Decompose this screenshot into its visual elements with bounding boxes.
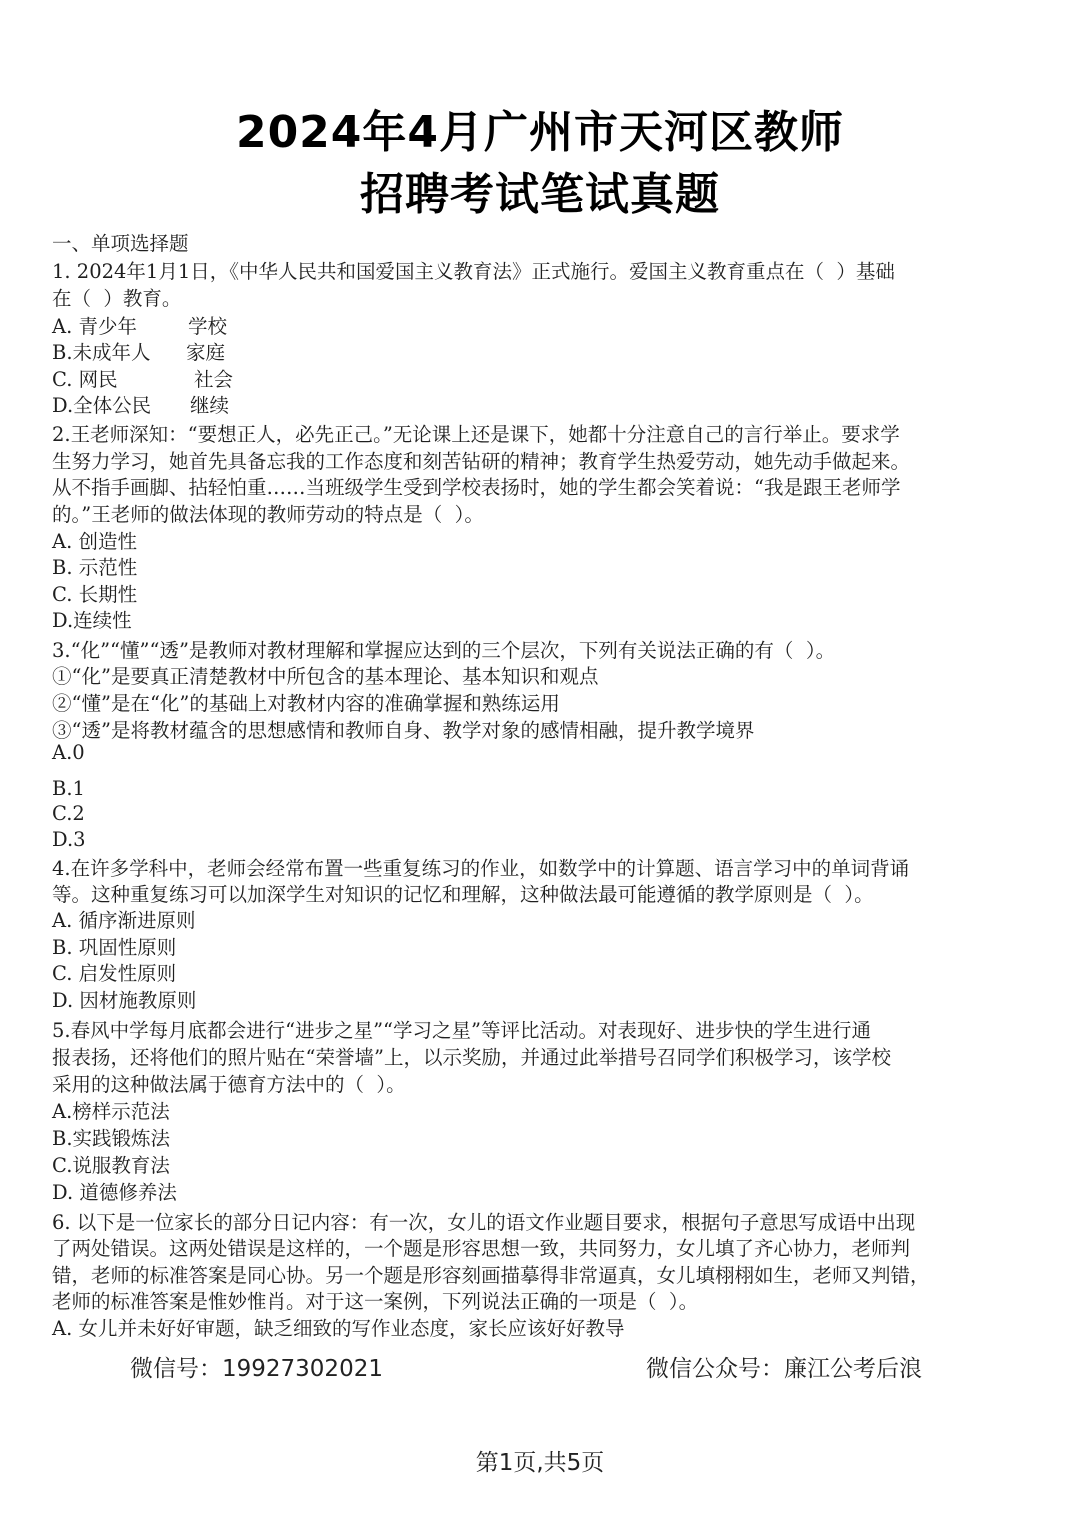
q2-stem-line: 生努力学习，她首先具备忘我的工作态度和刻苦钻研的精神；教育学生热爱劳动，她先动手做起来。 bbox=[52, 450, 911, 473]
q3-option-c: C.2 bbox=[52, 802, 85, 825]
option-label: A. 青少年 bbox=[52, 315, 137, 338]
q5-option-d: D. 道德修养法 bbox=[52, 1181, 177, 1204]
q2-stem-line: 从不指手画脚、拈轻怕重……当班级学生受到学校表扬时，她的学生都会笑着说：“我是跟王老师学 bbox=[52, 476, 901, 499]
q4-option-d: D. 因材施教原则 bbox=[52, 989, 197, 1012]
official-account: 微信公众号：廉江公考后浪 bbox=[646, 1356, 922, 1382]
page-number: 第1页,共5页 bbox=[475, 1450, 605, 1476]
q6-stem-line: 6. 以下是一位家长的部分日记内容：有一次，女儿的语文作业题目要求，根据句子意思写成语中出现 bbox=[52, 1211, 916, 1234]
q3-statement: ①“化”是要真正清楚教材中所包含的基本理论、基本知识和观点 bbox=[52, 665, 599, 688]
q5-stem-line: 报表扬，还将他们的照片贴在“荣誉墙”上，以示奖励，并通过此举措号召同学们积极学习，该学校 bbox=[52, 1046, 891, 1069]
q2-option-c: C. 长期性 bbox=[52, 583, 138, 606]
q2-stem-line: 2.王老师深知：“要想正人，必先正己。”无论课上还是课下，她都十分注意自己的言行举止。要求学 bbox=[52, 423, 900, 446]
q1-option-b bbox=[52, 337, 226, 365]
q5-option-c: C.说服教育法 bbox=[52, 1154, 170, 1177]
q1-stem-line: 在（ ）教育。 bbox=[52, 287, 182, 310]
q4-option-b: B. 巩固性原则 bbox=[52, 936, 177, 959]
document-title-line-1: 2024年4月广州市天河区教师 bbox=[235, 107, 845, 158]
q5-option-a: A.榜样示范法 bbox=[52, 1100, 170, 1123]
document-title-line-2: 招聘考试笔试真题 bbox=[360, 169, 720, 220]
q3-option-d: D.3 bbox=[52, 828, 86, 851]
q2-option-d: D.连续性 bbox=[52, 609, 132, 632]
option-label: D.全体公民 bbox=[52, 394, 152, 417]
q1-option-d bbox=[52, 390, 230, 418]
q6-stem-line: 错，老师的标准答案是同心协。另一个题是形容刻画描摹得非常逼真，女儿填栩栩如生，老师又判错， bbox=[52, 1264, 930, 1287]
option-value: 学校 bbox=[188, 315, 228, 338]
option-value: 家庭 bbox=[186, 341, 226, 364]
q2-stem-line: 的。”王老师的做法体现的教师劳动的特点是（ ）。 bbox=[52, 503, 484, 526]
q6-option-a: A. 女儿并未好好审题，缺乏细致的写作业态度，家长应该好好教导 bbox=[52, 1317, 625, 1340]
q2-option-a: A. 创造性 bbox=[52, 530, 137, 553]
q1-stem-line: 1. 2024年1月1日，《中华人民共和国爱国主义教育法》正式施行。爱国主义教育重点在（ ）基础 bbox=[52, 260, 895, 283]
option-value: 社会 bbox=[194, 368, 234, 391]
q5-stem-line: 5.春风中学每月底都会进行“进步之星”“学习之星”等评比活动。对表现好、进步快的学生进行通 bbox=[52, 1019, 871, 1042]
section-heading: 一、单项选择题 bbox=[52, 232, 189, 255]
q3-option-a: A.0 bbox=[52, 741, 85, 764]
q6-stem-line: 了两处错误。这两处错误是这样的，一个题是形容思想一致，共同努力，女儿填了齐心协力，老师判 bbox=[52, 1237, 911, 1260]
q1-option-c bbox=[52, 364, 234, 392]
wechat-id: 微信号：19927302021 bbox=[130, 1356, 383, 1382]
q4-stem-line: 4.在许多学科中，老师会经常布置一些重复练习的作业，如数学中的计算题、语言学习中的单词背诵 bbox=[52, 857, 910, 880]
q4-stem-line: 等。这种重复练习可以加深学生对知识的记忆和理解，这种做法最可能遵循的教学原则是（ ）。 bbox=[52, 883, 874, 906]
option-label: B.未成年人 bbox=[52, 341, 151, 364]
q4-option-a: A. 循序渐进原则 bbox=[52, 909, 196, 932]
q3-option-b: B.1 bbox=[52, 777, 85, 800]
q5-option-b: B.实践锻炼法 bbox=[52, 1127, 171, 1150]
q6-stem-line: 老师的标准答案是惟妙惟肖。对于这一案例，下列说法正确的一项是（ ）。 bbox=[52, 1290, 699, 1313]
option-value: 继续 bbox=[190, 394, 230, 417]
q3-statement: ③“透”是将教材蕴含的思想感情和教师自身、教学对象的感情相融，提升教学境界 bbox=[52, 719, 755, 742]
q1-option-a bbox=[52, 311, 228, 339]
q2-option-b: B. 示范性 bbox=[52, 556, 138, 579]
q5-stem-line: 采用的这种做法属于德育方法中的（ ）。 bbox=[52, 1073, 406, 1096]
option-label: C. 网民 bbox=[52, 368, 118, 391]
q3-statement: ②“懂”是在“化”的基础上对教材内容的准确掌握和熟练运用 bbox=[52, 692, 560, 715]
q4-option-c: C. 启发性原则 bbox=[52, 962, 177, 985]
q3-stem-line: 3.“化”“懂”“透”是教师对教材理解和掌握应达到的三个层次，下列有关说法正确的有（ ）。 bbox=[52, 639, 836, 662]
